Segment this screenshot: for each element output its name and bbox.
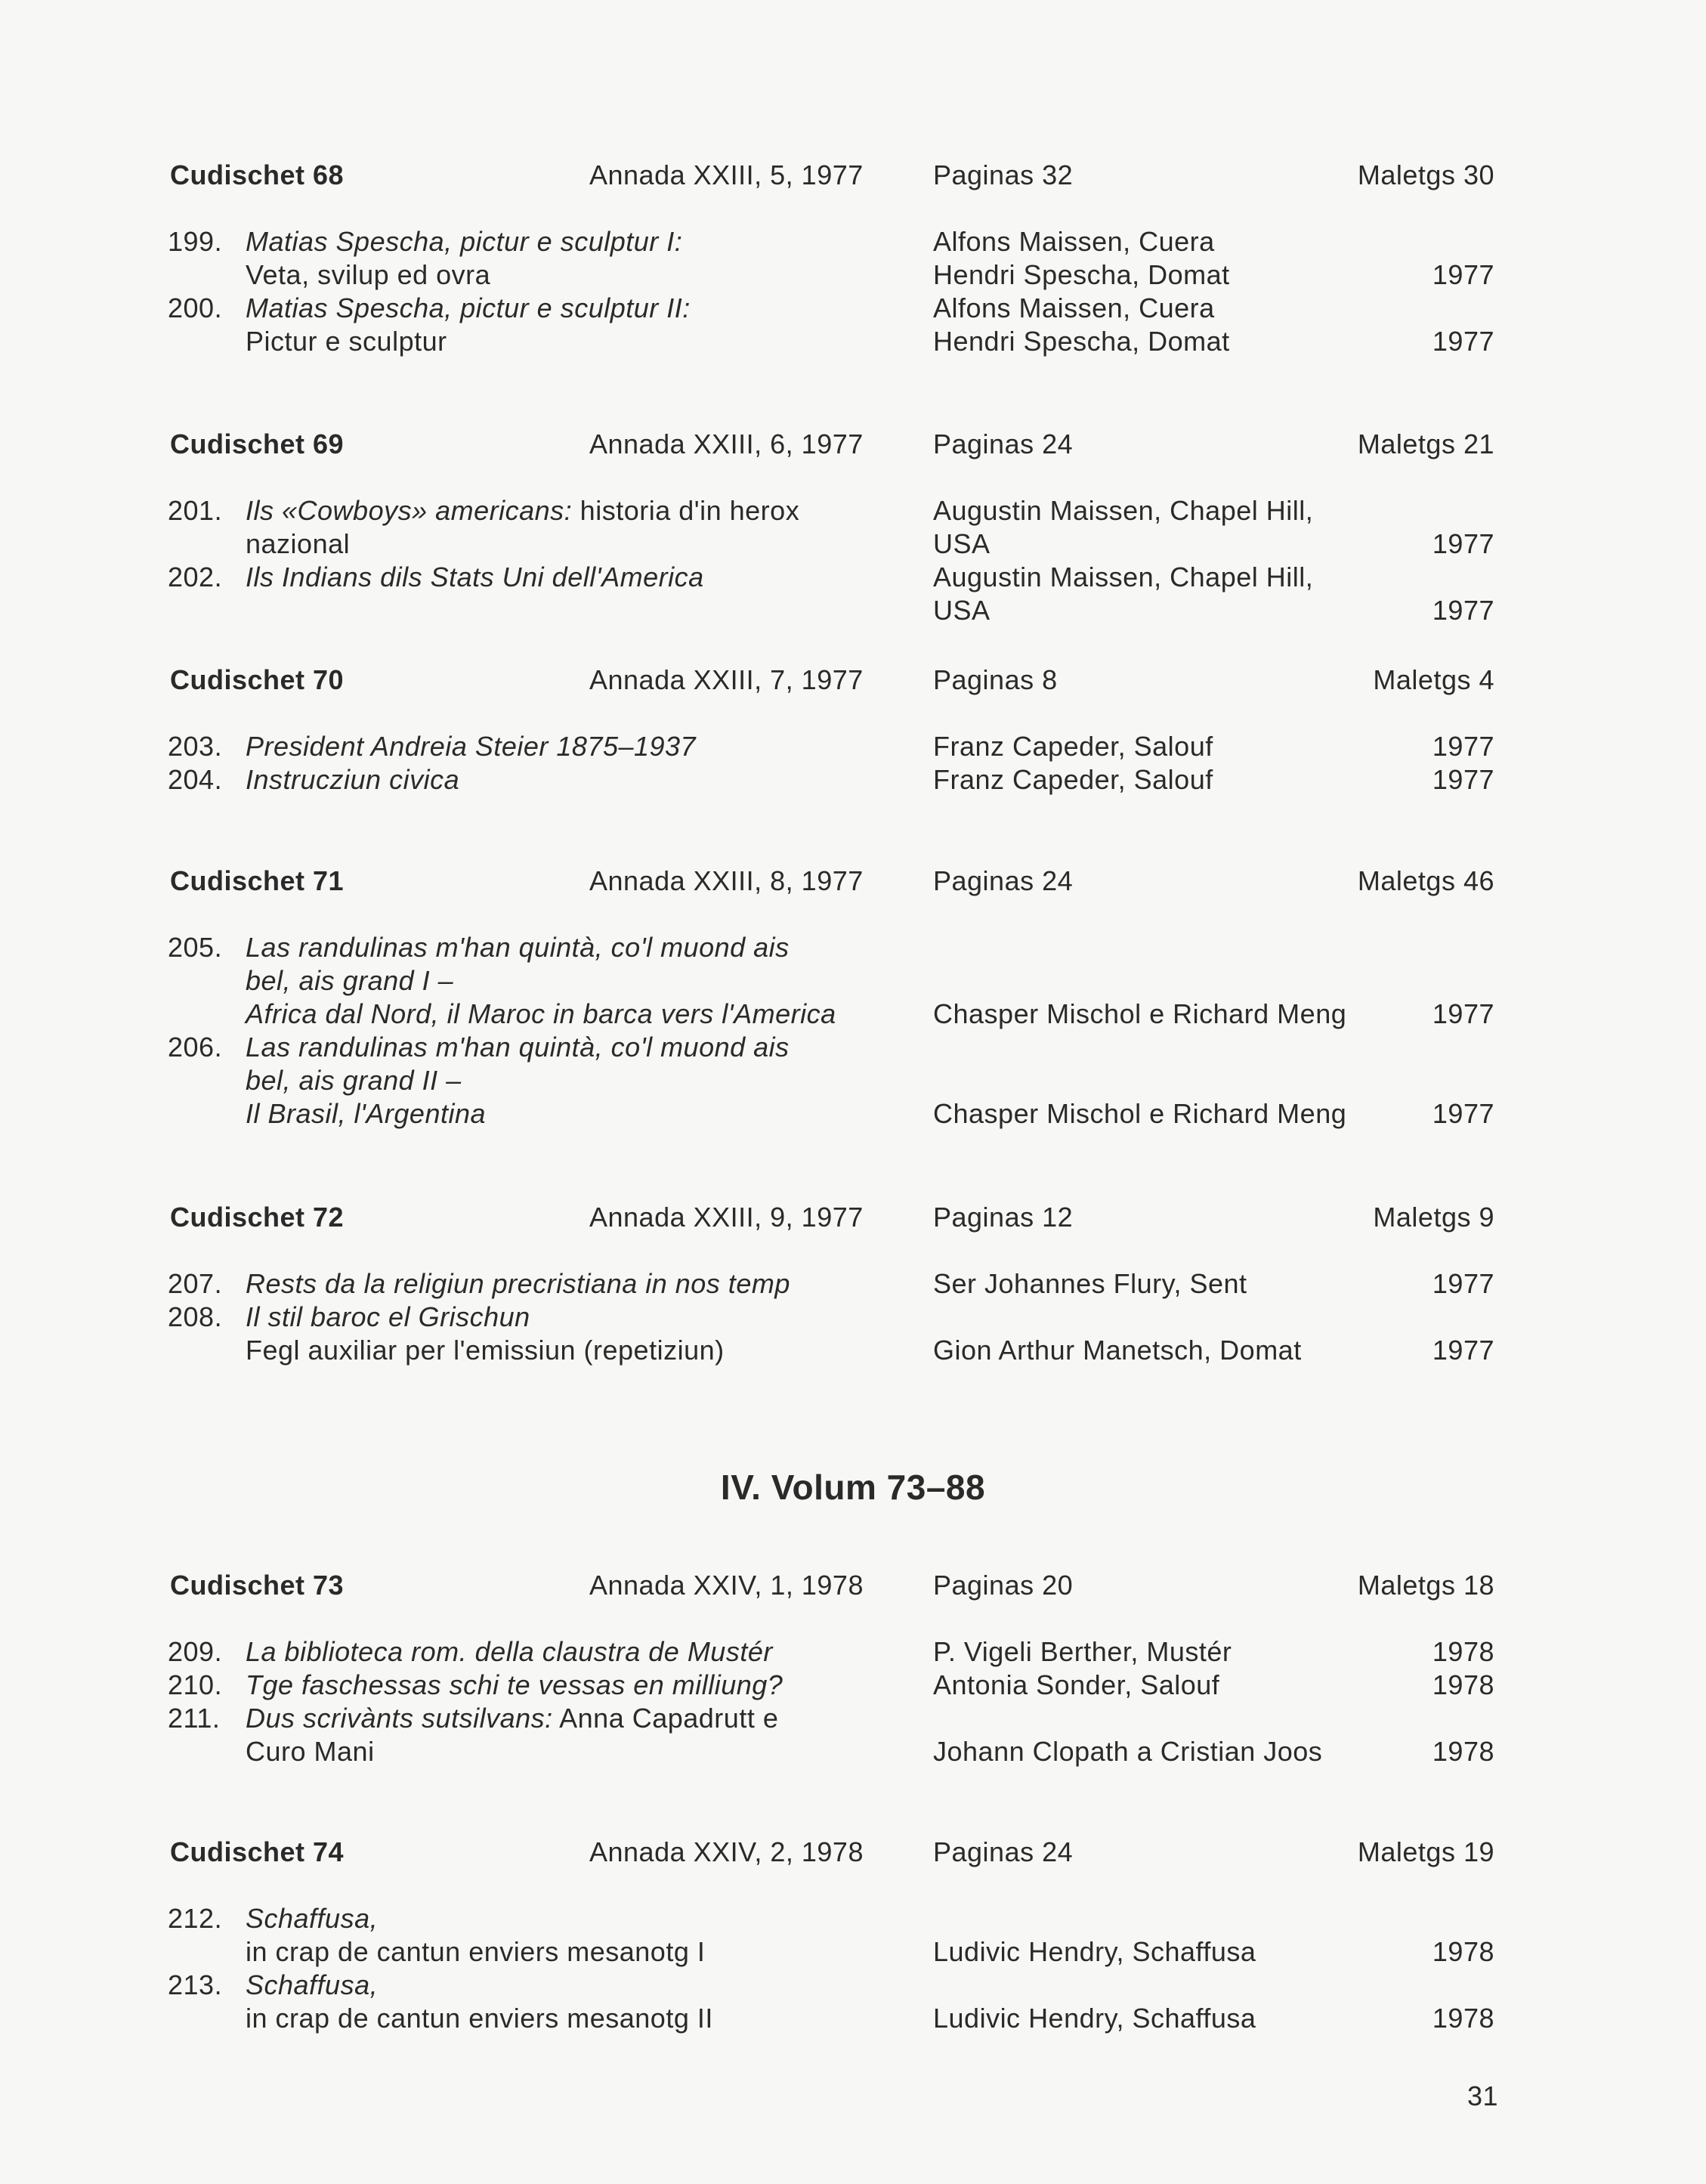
author-name: Franz Capeder, Salouf: [933, 764, 1213, 795]
author-line: [933, 258, 1706, 292]
cudischet-title: Cudischet 72: [170, 1202, 345, 1233]
plain-text: in crap de cantun enviers mesanotg I: [246, 1936, 706, 1967]
author-line: [933, 1031, 1706, 1064]
plain-text: Curo Mani: [246, 1736, 375, 1767]
cudischet-header: [0, 1836, 1706, 1869]
italic-text: La biblioteca rom. della claustra de Mustér: [246, 1636, 773, 1667]
entry-author: [933, 1969, 1706, 2035]
entry-row: [0, 763, 1706, 797]
entry-list: [0, 1902, 1706, 2035]
author-name: Hendri Spescha, Domat: [933, 326, 1230, 357]
entry-title: [0, 1669, 933, 1702]
entry-number: 212.: [168, 1903, 223, 1934]
entry-row: [0, 1969, 1706, 2035]
author-line: [933, 1702, 1706, 1735]
author-name: Gion Arthur Manetsch, Domat: [933, 1335, 1302, 1366]
entry-list: [0, 1267, 1706, 1367]
maletgs-label: Maletgs 4: [1373, 664, 1494, 695]
entry-title: [0, 931, 933, 1031]
cudischet-title: Cudischet 68: [170, 159, 345, 190]
author-line: [933, 1097, 1706, 1131]
entry-number: 201.: [168, 495, 223, 526]
entry-title: [0, 763, 933, 797]
annada-label: Annada XXIV, 2, 1978: [589, 1836, 864, 1867]
title-line: [246, 1097, 933, 1131]
entry-row: [0, 1635, 1706, 1669]
year-label: 1978: [1432, 1936, 1494, 1967]
entry-title: [0, 1702, 933, 1768]
cudischet-block: [0, 1836, 1706, 2035]
italic-text: bel, ais grand II –: [246, 1065, 462, 1096]
italic-text: Matias Spescha, pictur e sculptur I:: [246, 226, 683, 257]
entry-number: 211.: [168, 1703, 221, 1734]
entry-author: [933, 931, 1706, 1031]
entry-author: [933, 225, 1706, 292]
entry-title: [0, 1301, 933, 1367]
title-line: [246, 1267, 933, 1301]
cudischet-block: [0, 1201, 1706, 1367]
entry-number: 203.: [168, 731, 223, 762]
italic-text: Instrucziun civica: [246, 764, 460, 795]
cudischet-header: [0, 664, 1706, 697]
author-line: [933, 594, 1706, 627]
author-line: [933, 1635, 1706, 1669]
title-line: [246, 494, 933, 527]
title-line: [246, 931, 933, 964]
cudischet-block: [0, 865, 1706, 1131]
italic-text: Schaffusa,: [246, 1903, 379, 1934]
entry-number: 207.: [168, 1268, 223, 1299]
entry-row: [0, 1031, 1706, 1131]
italic-text: Las randulinas m'han quintà, co'l muond ais: [246, 1032, 790, 1063]
year-label: 1978: [1432, 1636, 1494, 1667]
italic-text: Rests da la religiun precristiana in nos temp: [246, 1268, 790, 1299]
year-label: 1977: [1432, 326, 1494, 357]
title-line: [246, 1669, 933, 1702]
entry-title: [0, 1267, 933, 1301]
italic-text: Schaffusa,: [246, 1969, 379, 2000]
entry-title: [0, 494, 933, 561]
maletgs-label: Maletgs 46: [1357, 865, 1494, 896]
italic-text: bel, ais grand I –: [246, 965, 454, 996]
title-line: [246, 1935, 933, 1969]
entry-title: [0, 225, 933, 292]
plain-text: in crap de cantun enviers mesanotg II: [246, 2003, 713, 2034]
entry-number: 213.: [168, 1969, 223, 2000]
entry-number: 208.: [168, 1301, 223, 1332]
plain-text: Fegl auxiliar per l'emissiun (repetiziun): [246, 1335, 725, 1366]
entry-number: 206.: [168, 1032, 223, 1063]
year-label: 1978: [1432, 1736, 1494, 1767]
cudischet-header: [0, 1201, 1706, 1234]
entry-title: [0, 1902, 933, 1969]
entry-number: 204.: [168, 764, 223, 795]
cudischet-block: [0, 664, 1706, 797]
author-line: [933, 998, 1706, 1031]
title-line: [246, 1031, 933, 1064]
author-line: [933, 1735, 1706, 1768]
entry-author: [933, 561, 1706, 627]
cudischet-header: [0, 865, 1706, 898]
title-line: [246, 527, 933, 561]
entry-list: [0, 931, 1706, 1131]
author-line: [933, 964, 1706, 998]
title-line: [246, 325, 933, 358]
year-label: 1977: [1432, 595, 1494, 626]
author-line: [933, 1267, 1706, 1301]
author-name: USA: [933, 528, 991, 559]
author-line: [933, 292, 1706, 325]
cudischet-block: [0, 1569, 1706, 1768]
cudischet-header: [0, 159, 1706, 192]
entry-title: [0, 292, 933, 358]
plain-text: Anna Capadrutt e: [552, 1703, 779, 1734]
author-name: Augustin Maissen, Chapel Hill,: [933, 495, 1314, 526]
paginas-label: Paginas 32: [933, 159, 1074, 190]
title-line: [246, 730, 933, 763]
author-name: Alfons Maissen, Cuera: [933, 292, 1215, 323]
author-line: [933, 763, 1706, 797]
cudischet-title: Cudischet 71: [170, 865, 345, 896]
italic-text: Matias Spescha, pictur e sculptur II:: [246, 292, 691, 323]
entry-title: [0, 561, 933, 627]
entry-number: 199.: [168, 226, 223, 257]
title-line: [246, 561, 933, 594]
entry-author: [933, 1267, 1706, 1301]
entry-row: [0, 1267, 1706, 1301]
author-line: [933, 931, 1706, 964]
cudischet-title: Cudischet 74: [170, 1836, 345, 1867]
cudischet-header: [0, 428, 1706, 461]
paginas-label: Paginas 24: [933, 1836, 1074, 1867]
author-line: [933, 225, 1706, 258]
author-line: [933, 1301, 1706, 1334]
italic-text: Africa dal Nord, il Maroc in barca vers l'America: [246, 998, 836, 1029]
author-line: [933, 1334, 1706, 1367]
year-label: 1977: [1432, 1268, 1494, 1299]
entry-author: [933, 1669, 1706, 1702]
title-line: [246, 1334, 933, 1367]
italic-text: President Andreia Steier 1875–1937: [246, 731, 697, 762]
author-name: Chasper Mischol e Richard Meng: [933, 1098, 1347, 1129]
paginas-label: Paginas 20: [933, 1570, 1074, 1601]
plain-text: nazional: [246, 528, 351, 559]
entry-row: [0, 292, 1706, 358]
entry-row: [0, 561, 1706, 627]
author-name: Johann Clopath a Cristian Joos: [933, 1736, 1323, 1767]
title-line: [246, 1635, 933, 1669]
plain-text: Veta, svilup ed ovra: [246, 259, 491, 290]
title-line: [246, 258, 933, 292]
entry-row: [0, 1669, 1706, 1702]
annada-label: Annada XXIV, 1, 1978: [589, 1570, 864, 1601]
entry-author: [933, 1702, 1706, 1768]
cudischet-title: Cudischet 69: [170, 428, 345, 459]
entry-number: 205.: [168, 932, 223, 963]
author-line: [933, 561, 1706, 594]
author-name: P. Vigeli Berther, Mustér: [933, 1636, 1232, 1667]
author-name: Alfons Maissen, Cuera: [933, 226, 1215, 257]
entry-list: [0, 225, 1706, 358]
author-name: Hendri Spescha, Domat: [933, 259, 1230, 290]
paginas-label: Paginas 8: [933, 664, 1058, 695]
maletgs-label: Maletgs 19: [1357, 1836, 1494, 1867]
cudischet-block: [0, 159, 1706, 358]
entry-title: [0, 1969, 933, 2035]
author-name: Augustin Maissen, Chapel Hill,: [933, 561, 1314, 592]
year-label: 1977: [1432, 1098, 1494, 1129]
annada-label: Annada XXIII, 8, 1977: [589, 865, 864, 896]
title-line: [246, 292, 933, 325]
paginas-label: Paginas 12: [933, 1202, 1074, 1233]
author-line: [933, 1064, 1706, 1097]
cudischet-title: Cudischet 73: [170, 1570, 345, 1601]
title-line: [246, 1735, 933, 1768]
year-label: 1977: [1432, 528, 1494, 559]
italic-text: Il Brasil, l'Argentina: [246, 1098, 487, 1129]
entry-author: [933, 763, 1706, 797]
entry-author: [933, 730, 1706, 763]
annada-label: Annada XXIII, 5, 1977: [589, 159, 864, 190]
plain-text: historia d'in herox: [572, 495, 800, 526]
entry-row: [0, 730, 1706, 763]
entry-number: 200.: [168, 292, 223, 323]
paginas-label: Paginas 24: [933, 865, 1074, 896]
italic-text: Las randulinas m'han quintà, co'l muond ais: [246, 932, 790, 963]
author-name: Franz Capeder, Salouf: [933, 731, 1213, 762]
annada-label: Annada XXIII, 6, 1977: [589, 428, 864, 459]
entry-row: [0, 1301, 1706, 1367]
title-line: [246, 1702, 933, 1735]
plain-text: Pictur e sculptur: [246, 326, 447, 357]
author-name: Chasper Mischol e Richard Meng: [933, 998, 1347, 1029]
title-line: [246, 1902, 933, 1935]
entry-number: 209.: [168, 1636, 223, 1667]
entry-row: [0, 494, 1706, 561]
author-line: [933, 1902, 1706, 1935]
year-label: 1978: [1432, 1669, 1494, 1700]
entry-list: [0, 1635, 1706, 1768]
author-line: [933, 1669, 1706, 1702]
title-line: [246, 2002, 933, 2035]
year-label: 1977: [1432, 998, 1494, 1029]
italic-text: Ils Indians dils Stats Uni dell'America: [246, 561, 704, 592]
cudischet-block: [0, 428, 1706, 627]
entry-author: [933, 494, 1706, 561]
author-name: Antonia Sonder, Salouf: [933, 1669, 1220, 1700]
maletgs-label: Maletgs 9: [1373, 1202, 1494, 1233]
title-line: [246, 1301, 933, 1334]
entry-title: [0, 730, 933, 763]
year-label: 1977: [1432, 259, 1494, 290]
entry-number: 202.: [168, 561, 223, 592]
entry-title: [0, 1031, 933, 1131]
title-line: [246, 1064, 933, 1097]
author-line: [933, 325, 1706, 358]
author-name: Ludivic Hendry, Schaffusa: [933, 2003, 1256, 2034]
entry-row: [0, 225, 1706, 292]
annada-label: Annada XXIII, 9, 1977: [589, 1202, 864, 1233]
italic-text: Tge faschessas schi te vessas en milliung?: [246, 1669, 783, 1700]
title-line: [246, 225, 933, 258]
title-line: [246, 763, 933, 797]
title-line: [246, 964, 933, 998]
entry-list: [0, 494, 1706, 627]
author-line: [933, 494, 1706, 527]
author-line: [933, 527, 1706, 561]
italic-text: Il stil baroc el Grischun: [246, 1301, 530, 1332]
author-line: [933, 730, 1706, 763]
entry-author: [933, 1902, 1706, 1969]
author-line: [933, 1969, 1706, 2002]
year-label: 1977: [1432, 1335, 1494, 1366]
italic-text: Ils «Cowboys» americans:: [246, 495, 573, 526]
author-name: Ludivic Hendry, Schaffusa: [933, 1936, 1256, 1967]
entry-title: [0, 1635, 933, 1669]
annada-label: Annada XXIII, 7, 1977: [589, 664, 864, 695]
author-line: [933, 1935, 1706, 1969]
maletgs-label: Maletgs 30: [1357, 159, 1494, 190]
maletgs-label: Maletgs 18: [1357, 1570, 1494, 1601]
entry-list: [0, 730, 1706, 797]
entry-row: [0, 931, 1706, 1031]
author-name: Ser Johannes Flury, Sent: [933, 1268, 1247, 1299]
year-label: 1978: [1432, 2003, 1494, 2034]
section-title: IV. Volum 73–88: [720, 1468, 986, 1507]
year-label: 1977: [1432, 764, 1494, 795]
entry-author: [933, 1635, 1706, 1669]
entry-row: [0, 1902, 1706, 1969]
entry-author: [933, 292, 1706, 358]
author-name: USA: [933, 595, 991, 626]
title-line: [246, 998, 933, 1031]
entry-number: 210.: [168, 1669, 223, 1700]
entry-author: [933, 1031, 1706, 1131]
cudischet-header: [0, 1569, 1706, 1602]
italic-text: Dus scrivànts sutsilvans:: [246, 1703, 553, 1734]
entry-author: [933, 1301, 1706, 1367]
page-number: 31: [1466, 2080, 1498, 2111]
author-line: [933, 2002, 1706, 2035]
year-label: 1977: [1432, 731, 1494, 762]
title-line: [246, 1969, 933, 2002]
maletgs-label: Maletgs 21: [1357, 428, 1494, 459]
cudischet-title: Cudischet 70: [170, 664, 345, 695]
paginas-label: Paginas 24: [933, 428, 1074, 459]
entry-row: [0, 1702, 1706, 1768]
